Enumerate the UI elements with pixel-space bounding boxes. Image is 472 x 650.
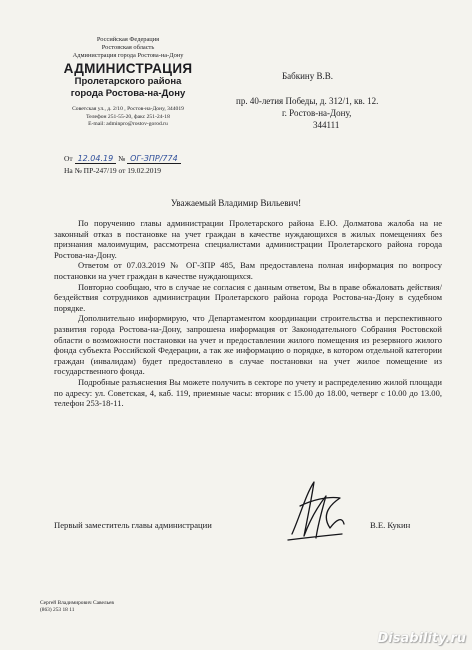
handwritten-number: ОГ-ЗПР/774 bbox=[127, 154, 181, 164]
paragraph-5: Подробные разъяснения Вы можете получить в секторе по учету и распределению жилой площади по адресу: ул. Советская, 4, каб. 119, приемные часы: вторник с 15.00 до 18.00, четверг с 10.00 до 13.00, телефон 253-18-11. bbox=[54, 376, 442, 409]
letterhead-title: АДМИНИСТРАЦИЯ bbox=[63, 61, 193, 76]
letterhead-email: E-mail: adminpro@rostov-gorod.ru bbox=[88, 121, 168, 128]
letterhead-country: Российская Федерация bbox=[96, 36, 160, 43]
paragraph-2: Ответом от 07.03.2019 № ОГ-ЗПР 485, Вам предоставлена полная информация по вопросу постановки на учет граждан в качестве нуждающихся. bbox=[54, 260, 442, 281]
letterhead-phone: Телефон 251-55-20, факс 251-24-18 bbox=[86, 113, 170, 120]
recipient-address-line1: пр. 40-летия Победы, д. 312/1, кв. 12. bbox=[236, 96, 379, 106]
handwritten-signature bbox=[282, 476, 348, 548]
recipient-address-line2: г. Ростов-на-Дону, bbox=[282, 108, 352, 118]
signatory-name: В.Е. Кукин bbox=[370, 520, 411, 530]
registration-line bbox=[64, 154, 181, 163]
letterhead-district-line2: города Ростова-на-Дону bbox=[70, 88, 186, 99]
letterhead-district-line1: Пролетарского района bbox=[74, 76, 182, 87]
reply-reference: На № ПР-247/19 от 19.02.2019 bbox=[64, 166, 161, 175]
paragraph-3: Повторно сообщаю, что в случае не согласия с данным ответом, Вы в праве обжаловать действия/бездействия сотрудников администрации Пролетарского района города Ростова-на-Дону в судебном порядке. bbox=[54, 281, 442, 313]
letterhead-contacts bbox=[48, 106, 208, 129]
recipient-postcode: 344111 bbox=[313, 120, 340, 130]
paragraph-4: Дополнительно информирую, что Департаментом координации строительства и перспективного развития города Ростова-на-Дону, запрошена информация от Законодательного Собрания Ростовской области о возможности постановки на учет и предоставлении жилого помещения из резервного жилого фонда субъекта Российской Федерации, а так же информацию о порядке, в котором отдельной категории граждан (инвалидам) будет предоставлено в случае постановки на учет жилое помещение из государственного фонда. bbox=[54, 313, 442, 377]
letter-body bbox=[54, 218, 442, 409]
executor-phone: (863) 253 18 11 bbox=[40, 607, 75, 613]
paragraph-1: По поручению главы администрации Пролетарского района Е.Ю. Долматова жалоба на не законный отказ в постановке на учет граждан в качестве нуждающихся в жилых помещениях без признания малоимущим, рассмотрена специалистами администрации Пролетарского района города Ростова-на-Дону. bbox=[54, 218, 442, 260]
watermark: Disability.ru bbox=[377, 631, 466, 646]
signatory-position: Первый заместитель главы администрации bbox=[54, 520, 212, 530]
recipient-name: Бабкину В.В. bbox=[282, 71, 334, 81]
greeting: Уважаемый Владимир Вильевич! bbox=[170, 198, 302, 208]
from-prefix: От bbox=[64, 154, 73, 163]
executor-info bbox=[40, 600, 114, 614]
handwritten-date: 12.04.19 bbox=[75, 154, 117, 164]
letterhead-address: Советская ул., д. 2/10 , Ростов-на-Дону, 344019 bbox=[72, 106, 184, 112]
number-prefix: № bbox=[118, 154, 126, 163]
letterhead-region: Ростовская область bbox=[101, 44, 155, 51]
letterhead bbox=[48, 36, 208, 129]
executor-name: Сергей Владимирович Савельев bbox=[40, 600, 114, 606]
letterhead-city-admin: Администрация города Ростова-на-Дону bbox=[72, 52, 184, 59]
